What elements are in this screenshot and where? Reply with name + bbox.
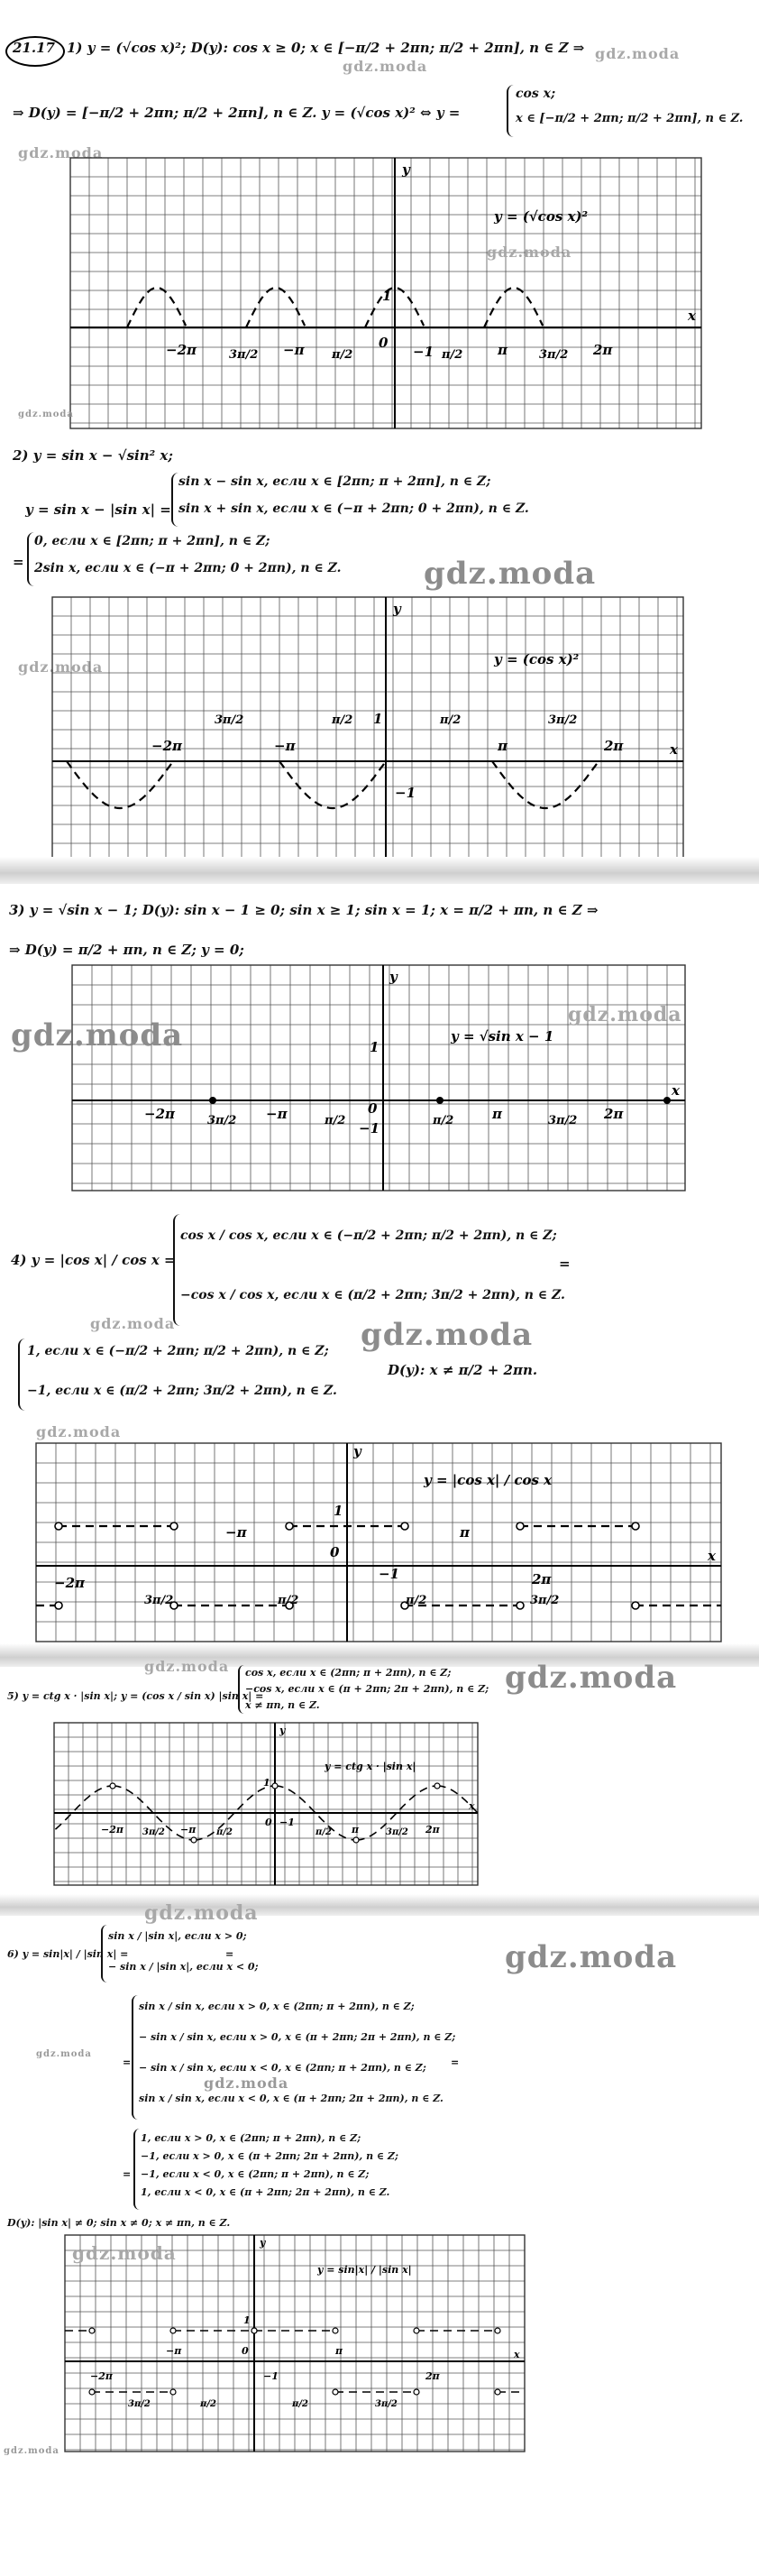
part6-d2: −1, если x > 0, x ∈ (π + 2πn; 2π + 2πn), n ∈ Z; [141,2150,398,2162]
tick-4: −2π [54,1575,85,1591]
open-point [251,2328,257,2333]
part2-case2: sin x + sin x, если x ∈ (−π + 2πn; 0 + 2πn), n ∈ Z. [178,501,529,516]
open-point [55,1602,62,1609]
tick-5: 3π/2 [386,1827,408,1837]
tick-5: 3π/2 [142,1827,165,1837]
watermark: gdz.moda [568,1003,682,1026]
part6-c3: − sin x / sin x, если x < 0, x ∈ (2πn; π + 2πn), n ∈ Z; [139,2062,426,2074]
axis-label-y-5: y [279,1725,286,1736]
watermark: gdz.moda [36,1423,122,1440]
part4-domain: D(y): x ≠ π/2 + 2πn. [388,1362,538,1378]
open-point [272,1783,278,1789]
tick-2: 3π/2 [548,713,578,727]
tick-6: 3π/2 [128,2399,151,2409]
open-point [110,1783,115,1789]
graph-4 [36,1443,721,1642]
tick-6: 3π/2 [375,2399,398,2409]
watermark: gdz.moda [487,244,572,261]
tick-one-1: 1 [382,288,392,304]
tick-5: 2π [425,1824,440,1835]
open-point [632,1523,639,1530]
watermark: gdz.moda [595,45,681,62]
watermark: gdz.moda [11,1017,184,1053]
watermark: gdz.moda [72,2242,177,2264]
part5-case3: x ≠ πn, n ∈ Z. [245,1699,320,1711]
tick-4: −π [225,1524,247,1541]
part4-line1: 4) y = |cos x| / cos x = [11,1252,176,1268]
tick-6: −π [166,2345,182,2357]
tick-4: 3π/2 [530,1594,560,1607]
tick-2: π/2 [332,713,353,727]
watermark: gdz.moda [505,1939,678,1975]
part2-case3: 0, если x ∈ [2πn; π + 2πn], n ∈ Z; [34,534,270,548]
part6-brace2 [132,1995,138,2120]
solution-point [663,1097,671,1104]
part6-brace3 [133,2129,140,2210]
watermark: gdz.moda [36,2049,92,2059]
graph-label-5: y = ctg x · |sin x| [325,1761,416,1772]
part4-case4: −1, если x ∈ (π/2 + 2πn; 3π/2 + 2πn), n ∈ Z. [27,1384,337,1398]
tick-one-6: 1 [243,2314,251,2326]
axis-label-x-6: x [514,2349,520,2360]
open-point [170,2389,176,2395]
part2-case1: sin x − sin x, если x ∈ [2πn; π + 2πn], n ∈ Z; [178,474,491,489]
tick-3: π/2 [325,1114,346,1127]
graph-6 [65,2235,525,2452]
tick-4: π [460,1524,470,1541]
tick-one-5: 1 [263,1777,270,1789]
open-point [286,1523,293,1530]
tick-1: π/2 [332,348,353,362]
part1-line1: 1) y = (√cos x)²; D(y): cos x ≥ 0; x ∈ [−π/2 + 2πn; π/2 + 2πn], n ∈ Z ⇒ [67,40,585,56]
open-point [55,1523,62,1530]
grid-4 [36,1443,721,1642]
tick-2: 3π/2 [215,713,244,727]
part6-c4: sin x / sin x, если x < 0, x ∈ (π + 2πn; 2π + 2πn), n ∈ Z. [139,2093,444,2104]
open-point [495,2389,500,2395]
tick-1: −2π [166,342,197,358]
watermark: gdz.moda [204,2075,289,2092]
open-point [89,2389,95,2395]
watermark: gdz.moda [424,556,597,592]
tick-6: −1 [263,2370,279,2382]
watermark: gdz.moda [361,1317,534,1353]
part5-line1: 5) y = ctg x · |sin x|; y = (cos x / sin x) |sin x| = [7,1690,264,1702]
tick-3: 3π/2 [548,1114,578,1127]
tick-2: −π [274,738,296,754]
graph-label-1: y = (√cos x)² [494,208,589,225]
tick-3: 0 [368,1100,378,1117]
grid-3 [72,965,685,1191]
open-point [170,1523,178,1530]
tick-6: π/2 [292,2399,308,2409]
tick-6: 2π [425,2370,440,2382]
axis-label-y-1: y [402,161,410,178]
open-point [333,2389,338,2395]
grid-frame [72,965,685,1191]
watermark: gdz.moda [144,1658,230,1675]
tick-one-4: 1 [334,1503,343,1519]
tick-1: π/2 [442,348,463,362]
open-point [333,2328,338,2333]
tick-1: −1 [413,344,434,360]
curve-1 [127,288,543,327]
axis-label-x-4: x [708,1548,716,1564]
watermark: gdz.moda [18,409,74,419]
axis-label-y-2: y [393,601,401,617]
graph-5 [54,1723,478,1885]
tick-4: 2π [532,1571,552,1587]
part3-line2: ⇒ D(y) = π/2 + πn, n ∈ Z; y = 0; [9,942,244,958]
tick-3: −1 [359,1120,380,1136]
tick-1: 3π/2 [539,348,569,362]
graph-label-3: y = √sin x − 1 [451,1028,554,1044]
open-point [353,1837,359,1843]
tick-5: −π [180,1824,197,1835]
part2-line2: y = sin x − |sin x| = [25,501,171,518]
tick-5: −2π [101,1824,123,1835]
tick-5: π/2 [216,1827,233,1837]
watermark: gdz.moda [4,2446,59,2456]
scan-edge-shadow [0,857,759,884]
scan-edge-shadow [0,1894,759,1916]
part5-case1: cos x, если x ∈ (2πn; π + 2πn), n ∈ Z; [245,1667,452,1679]
solution-point [209,1097,216,1104]
axis-label-x-3: x [672,1082,680,1099]
part6-d1: 1, если x > 0, x ∈ (2πn; π + 2πn), n ∈ Z; [141,2132,361,2144]
tick-5: 0 [265,1817,272,1828]
part4-eq: = [559,1256,571,1272]
watermark: gdz.moda [343,58,428,75]
open-point [414,2328,419,2333]
open-point [632,1602,639,1609]
open-point [495,2328,500,2333]
part5-brace [238,1665,244,1714]
grid-frame [54,1723,478,1885]
part6-brace1 [101,1925,107,1983]
tick-3: π [492,1106,502,1122]
tick-1: π [498,342,508,358]
part4-brace2 [18,1339,25,1411]
part4-case3: 1, если x ∈ (−π/2 + 2πn; π/2 + 2πn), n ∈ Z; [27,1344,329,1358]
watermark: gdz.moda [505,1660,678,1696]
tick-6: π/2 [200,2399,216,2409]
tick-4: 0 [330,1544,340,1560]
tick-4: π/2 [278,1594,299,1607]
tick-2: π/2 [440,713,462,727]
part6-d3: −1, если x < 0, x ∈ (2πn; π + 2πn), n ∈ Z; [141,2168,370,2180]
tick-1: 0 [379,335,389,351]
part3-line1: 3) y = √sin x − 1; D(y): sin x − 1 ≥ 0; sin x ≥ 1; sin x = 1; x = π/2 + πn, n ∈ Z ⇒ [9,902,599,918]
open-point [89,2328,95,2333]
part6-eq2: = [123,2056,132,2068]
part2-eq: = [13,554,24,570]
part6-eq4: = [123,2168,132,2180]
tick-6: π [335,2345,343,2357]
tick-1: 2π [593,342,613,358]
part1-line2: ⇒ D(y) = [−π/2 + 2πn; π/2 + 2πn], n ∈ Z. y = (√cos x)² ⇔ y = [13,105,461,121]
tick-5: π/2 [315,1827,332,1837]
graph-label-4: y = |cos x| / cos x [424,1472,553,1488]
problem-number: 21.17 [13,40,55,56]
part6-c1: sin x / sin x, если x > 0, x ∈ (2πn; π + 2πn), n ∈ Z; [139,2001,415,2012]
tick-4: π/2 [406,1594,427,1607]
graph-label-2: y = (cos x)² [494,651,580,667]
part6-line1: 6) y = sin|x| / |sin x| = [7,1948,129,1960]
tick-one-3: 1 [370,1039,380,1055]
tick-5: π [352,1824,360,1835]
part5-case2: −cos x, если x ∈ (π + 2πn; 2π + 2πn), n ∈ Z; [245,1683,489,1695]
watermark: gdz.moda [144,1901,259,1925]
part4-case1: cos x / cos x, если x ∈ (−π/2 + 2πn; π/2 + 2πn), n ∈ Z; [180,1228,557,1243]
grid-2 [52,597,683,859]
axis-label-x-1: x [688,308,696,324]
watermark: gdz.moda [18,144,104,161]
part4-brace1 [173,1214,180,1326]
part2-brace2 [27,532,34,586]
tick-4: 3π/2 [144,1594,174,1607]
tick-3: −π [266,1106,288,1122]
tick-6: −2π [90,2370,113,2382]
open-point [401,1523,408,1530]
part1-case2: x ∈ [−π/2 + 2πn; π/2 + 2πn], n ∈ Z. [516,112,744,125]
solution-point [436,1097,444,1104]
grid-6 [65,2235,525,2452]
part6-c2: − sin x / sin x, если x > 0, x ∈ (π + 2πn; 2π + 2πn), n ∈ Z; [139,2031,456,2043]
graph-3 [72,965,685,1191]
axis-label-x-5: x [469,1800,475,1812]
tick-1: −π [283,342,305,358]
tick-3: 3π/2 [207,1114,237,1127]
watermark: gdz.moda [18,658,104,676]
tick-3: −2π [144,1106,175,1122]
axis-label-y-4: y [353,1443,361,1459]
tick-4: −1 [379,1566,400,1582]
tick-6: 0 [242,2345,249,2357]
tick-3: π/2 [433,1114,454,1127]
part2-brace1 [171,473,178,527]
tick-2: 2π [604,738,624,754]
tick-1: 3π/2 [229,348,259,362]
open-point [517,1602,524,1609]
part1-case1: cos x; [516,87,556,101]
part6-case2: − sin x / |sin x|, если x < 0; [108,1961,259,1973]
axis-label-y-6: y [260,2237,266,2249]
part6-case1: sin x / |sin x|, если x > 0; [108,1930,247,1942]
part6-eq3: = [451,2056,460,2068]
grid-5 [54,1723,478,1885]
open-point [414,2389,419,2395]
part1-brace [507,85,514,137]
axis-label-y-3: y [389,969,398,985]
curve-branch [55,1786,112,1829]
part6-d4: 1, если x < 0, x ∈ (π + 2πn; 2π + 2πn), n ∈ Z. [141,2186,390,2198]
graph-1 [70,158,701,428]
open-point [517,1523,524,1530]
part6-domain: D(y): |sin x| ≠ 0; sin x ≠ 0; x ≠ πn, n ∈ Z. [7,2217,231,2229]
part2-case4: 2sin x, если x ∈ (−π + 2πn; 0 + 2πn), n ∈ Z. [34,561,342,575]
tick-2: −2π [151,738,182,754]
open-point [170,2328,176,2333]
tick-2: −1 [395,785,416,801]
graph-2 [52,597,683,859]
tick-2: 1 [373,711,383,727]
open-point [191,1837,197,1843]
part6-eq1: = [225,1948,234,1960]
watermark: gdz.moda [90,1315,176,1332]
part2-line1: 2) y = sin x − √sin² x; [13,447,173,464]
tick-2: π [498,738,508,754]
part4-case2: −cos x / cos x, если x ∈ (π/2 + 2πn; 3π/2 + 2πn), n ∈ Z. [180,1288,565,1302]
graph-label-6: y = sin|x| / |sin x| [317,2264,412,2276]
tick-5: −1 [279,1817,295,1828]
tick-3: 2π [604,1106,624,1122]
open-point [434,1783,440,1789]
axis-label-x-2: x [670,741,678,758]
